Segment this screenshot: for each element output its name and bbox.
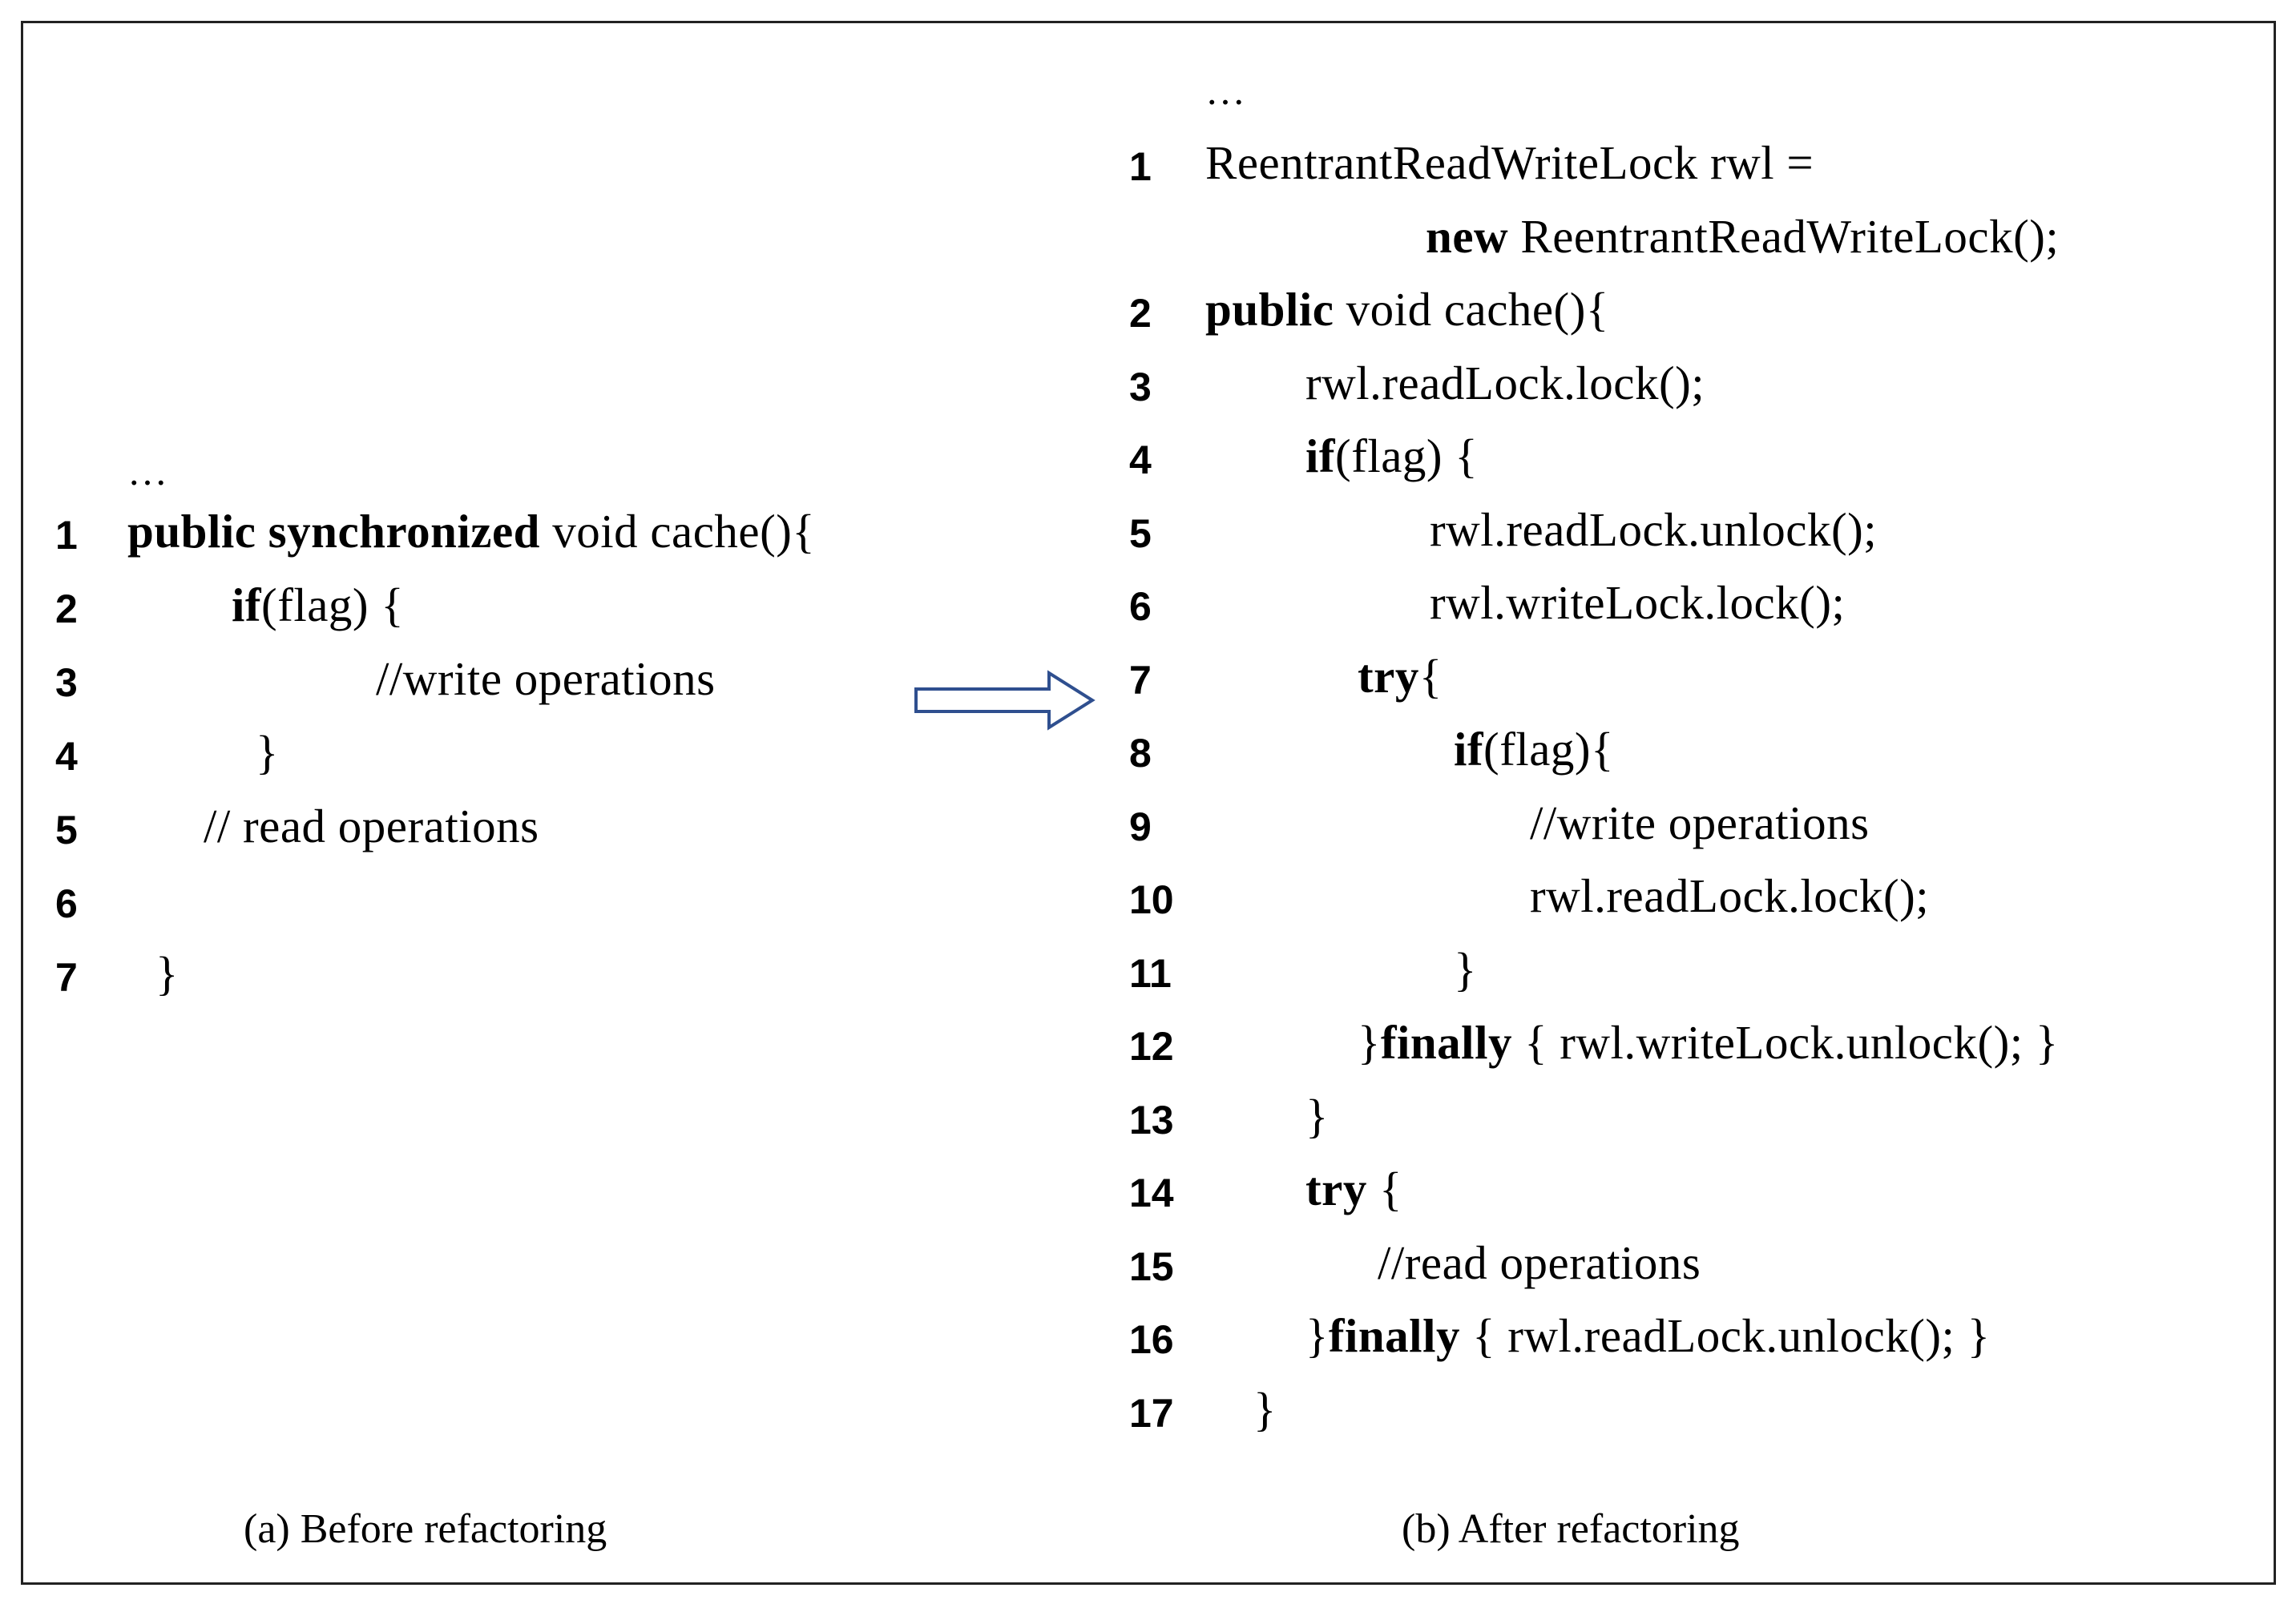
- code-text: [1530, 868, 1929, 924]
- line-number: 3: [55, 660, 78, 705]
- code-token: rwl.writeLock.lock();: [1430, 576, 1846, 629]
- line-number: 12: [1129, 1024, 1174, 1069]
- code-text: [1530, 796, 1870, 851]
- code-line: [1129, 1382, 2251, 1456]
- code-text: [1305, 1089, 1329, 1144]
- code-line: [55, 504, 905, 578]
- line-number: 17: [1129, 1390, 1174, 1436]
- line-number: 2: [55, 586, 78, 631]
- code-token: rwl.readLock.lock();: [1530, 869, 1930, 922]
- code-token: //write operations: [376, 652, 716, 705]
- keyword: if: [232, 578, 262, 631]
- code-token: ReentrantReadWriteLock rwl =: [1205, 136, 1814, 189]
- code-text: [1426, 209, 2059, 264]
- code-token: rwl.readLock.lock();: [1305, 356, 1705, 409]
- code-token: rwl.readLock.unlock();: [1430, 502, 1878, 556]
- line-number: 14: [1129, 1171, 1174, 1215]
- code-token: }: [155, 947, 179, 1000]
- line-number: 15: [1129, 1243, 1174, 1289]
- code-text: [1454, 722, 1614, 777]
- keyword: new: [1426, 209, 1521, 263]
- code-token: {: [1366, 1163, 1402, 1215]
- code-line: [55, 578, 905, 651]
- keyword: synchronized: [268, 505, 553, 558]
- line-number: 5: [55, 808, 78, 852]
- ellipsis: …: [1205, 68, 1245, 113]
- code-text: [127, 504, 815, 559]
- line-number: 6: [55, 881, 78, 926]
- keyword: public: [1205, 283, 1346, 336]
- code-text: [1430, 575, 1845, 631]
- code-token: { rwl.readLock.unlock(); }: [1459, 1309, 1991, 1362]
- code-line: [1129, 649, 2251, 723]
- code-token: //write operations: [1530, 796, 1870, 849]
- code-token: }: [1305, 1309, 1329, 1362]
- ellipsis: …: [127, 449, 167, 494]
- code-line: [1129, 209, 2251, 283]
- code-line: [55, 873, 905, 946]
- code-line: [1129, 502, 2251, 576]
- keyword: public: [127, 505, 268, 558]
- code-line: [1129, 1089, 2251, 1163]
- figure-frame: [21, 21, 2276, 1585]
- code-line: [1129, 796, 2251, 869]
- code-line: [1129, 575, 2251, 649]
- code-line: [55, 799, 905, 873]
- keyword: try: [1305, 1163, 1367, 1215]
- code-text: [1305, 1162, 1402, 1217]
- line-number: 7: [1129, 657, 1152, 703]
- code-text: [256, 725, 279, 780]
- line-number: 5: [1129, 510, 1152, 556]
- code-token: (flag) {: [261, 578, 405, 631]
- code-line: [55, 946, 905, 1020]
- caption-before: (a) Before refactoring: [244, 1506, 607, 1552]
- code-token: { rwl.writeLock.unlock(); }: [1511, 1016, 2059, 1069]
- code-line: [1129, 282, 2251, 356]
- code-text: [155, 946, 179, 1001]
- right-arrow-icon: [913, 668, 1097, 732]
- code-token: }: [256, 726, 279, 779]
- code-token: void cache(){: [1346, 283, 1609, 336]
- code-token: ReentrantReadWriteLock();: [1520, 209, 2060, 263]
- code-token: }: [1253, 1382, 1277, 1436]
- code-token: // read operations: [204, 800, 539, 852]
- code-token: }: [1454, 942, 1477, 996]
- code-text: [1253, 1382, 1277, 1437]
- line-number: 4: [55, 734, 78, 779]
- code-line: [1129, 868, 2251, 942]
- code-text: [204, 799, 539, 854]
- line-number: 10: [1129, 877, 1174, 922]
- code-text: [376, 651, 716, 707]
- code-text: [1358, 1015, 2059, 1070]
- code-token: void cache(){: [552, 505, 816, 558]
- code-line: [1129, 429, 2251, 502]
- keyword: finally: [1328, 1309, 1460, 1362]
- line-number: 1: [1129, 144, 1152, 189]
- code-text: [1378, 1235, 1701, 1291]
- keyword: try: [1358, 649, 1419, 703]
- code-text: [1358, 649, 1443, 704]
- keyword: if: [1454, 723, 1484, 776]
- code-text: [1205, 282, 1609, 337]
- code-line: [1129, 942, 2251, 1016]
- line-number: 16: [1129, 1317, 1174, 1362]
- code-token: //read operations: [1378, 1235, 1701, 1289]
- line-number: 7: [55, 955, 78, 1000]
- code-token: }: [1358, 1016, 1381, 1069]
- line-number: 6: [1129, 584, 1152, 629]
- code-text: [1454, 942, 1477, 997]
- line-number: 11: [1129, 950, 1172, 996]
- code-text: [1430, 502, 1877, 558]
- code-token: (flag) {: [1335, 429, 1479, 482]
- code-line: [1129, 1308, 2251, 1382]
- code-text: [1305, 429, 1478, 484]
- keyword: if: [1305, 429, 1336, 482]
- line-number: 4: [1129, 437, 1152, 482]
- code-line: [1129, 722, 2251, 796]
- code-line: [1129, 356, 2251, 429]
- caption-after: (b) After refactoring: [1402, 1506, 1740, 1552]
- code-line: [1129, 1235, 2251, 1309]
- code-token: }: [1305, 1089, 1329, 1143]
- line-number: 13: [1129, 1097, 1174, 1143]
- code-token: (flag){: [1483, 723, 1614, 776]
- line-number: 8: [1129, 731, 1152, 776]
- code-line: [55, 725, 905, 799]
- code-text: [1205, 135, 1814, 191]
- line-number: 1: [55, 513, 78, 558]
- code-token: {: [1418, 649, 1443, 703]
- line-number: 9: [1129, 804, 1152, 849]
- code-line: [55, 651, 905, 725]
- code-line: [1129, 1015, 2251, 1089]
- keyword: finally: [1380, 1016, 1512, 1069]
- code-text: [232, 578, 404, 633]
- line-number: 2: [1129, 291, 1152, 336]
- code-text: [1305, 1308, 1991, 1364]
- code-text: [1305, 356, 1705, 411]
- code-line: [1129, 1162, 2251, 1235]
- line-number: 3: [1129, 364, 1152, 409]
- code-line: [1129, 135, 2251, 209]
